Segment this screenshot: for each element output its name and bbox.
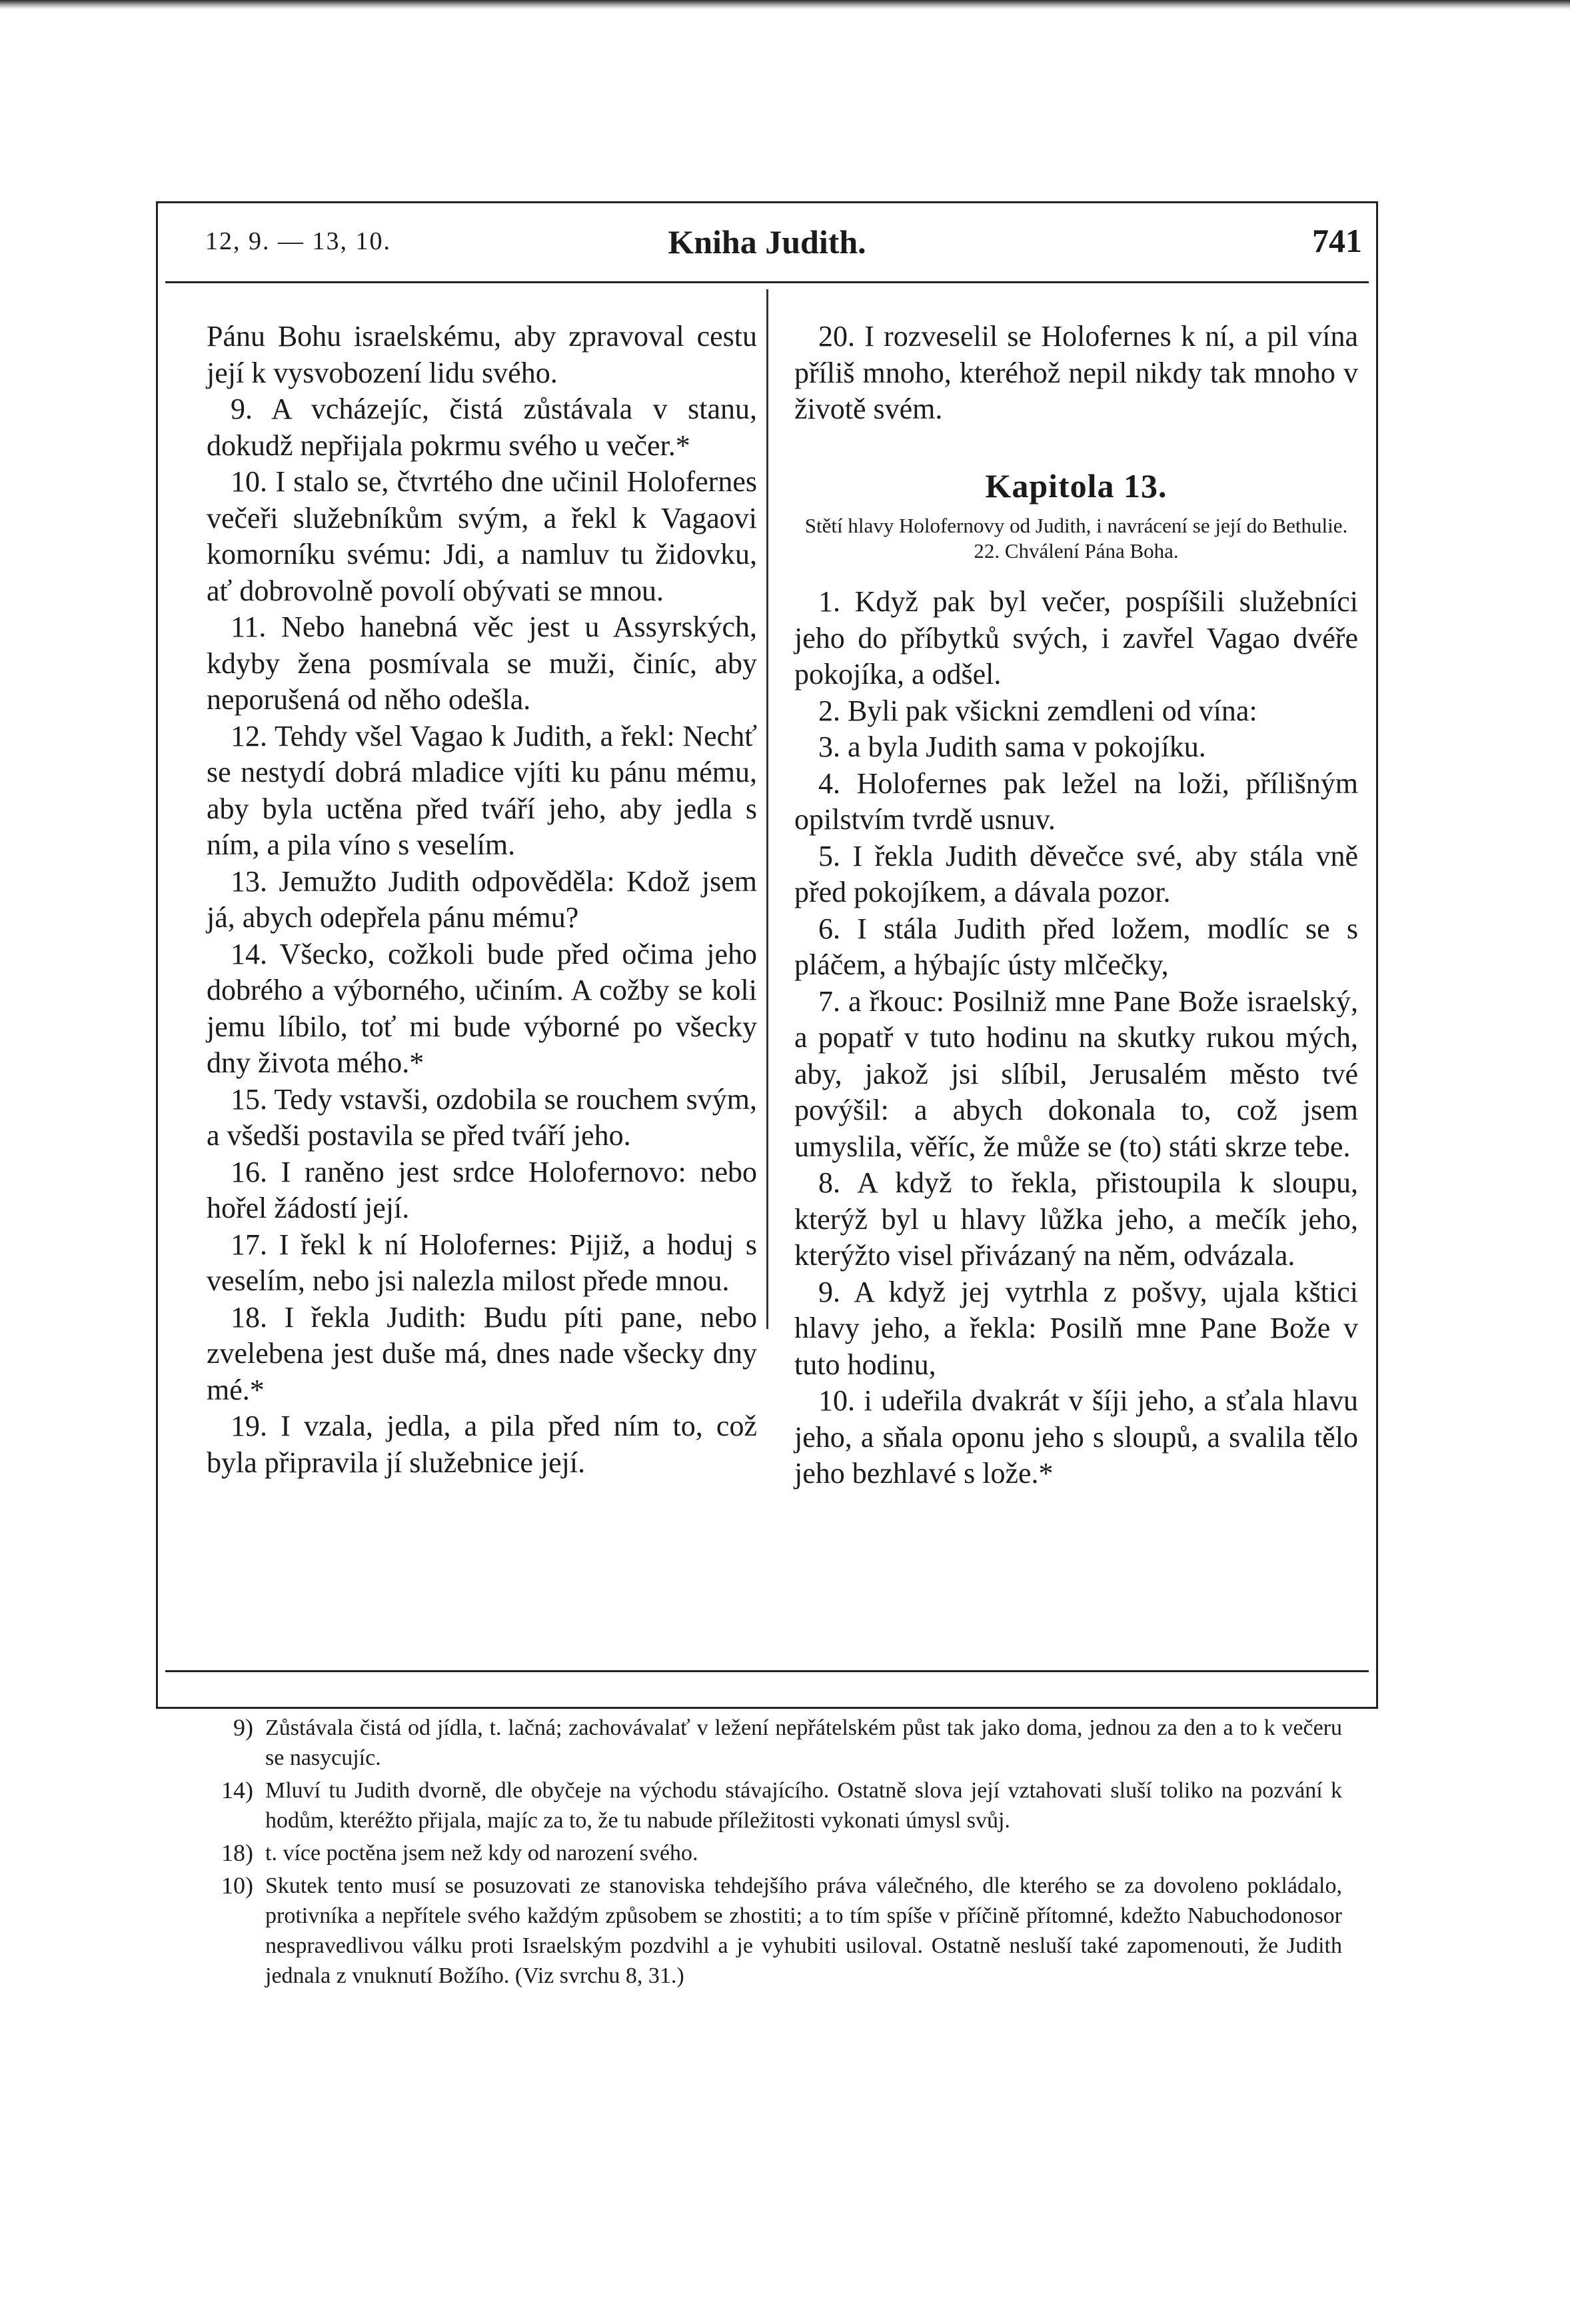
right-column: [794, 319, 1358, 1492]
verse-18: 18. I řekla Judith: Budu píti pane, nebo zvelebena jest duše má, dnes nade všecky dny mé.*: [207, 1300, 757, 1406]
footnotes: [200, 1713, 1342, 1993]
verse-12: 12. Tehdy všel Vagao k Judith, a řekl: Nechť se nestydí dobrá mladice vjíti ku pánu mému, aby byla uctěna před tváří jeho, aby jedla s ním, a pila víno s veselím.: [207, 719, 757, 861]
verse-14: 14. Všecko, cožkoli bude před očima jeho dobrého a výborného, učiním. A cožby se koli jemu líbilo, toť mi bude výborné po všecky dny života mého.*: [207, 937, 757, 1079]
footnote-text: Zůstávala čistá od jídla, t. lačná; zachovávalať v ležení nepřátelském půst tak jako doma, jednou za den a to k večeru se nasycujíc.: [265, 1716, 1342, 1770]
page-number: 741: [1312, 222, 1362, 259]
ch13-verse-3: 3. a byla Judith sama v pokojíku.: [818, 730, 1206, 763]
ch13-verse-6: 6. I stála Judith před ložem, modlíc se s pláčem, a hýbajíc ústy mlčečky,: [794, 912, 1358, 981]
footnote-number: 14): [221, 1777, 253, 1803]
chapter-summary: Stětí hlavy Holofernovy od Judith, i navrácení se její do Bethulie. 22. Chválení Pána Boha.: [804, 514, 1348, 563]
footnote-9: [200, 1713, 1342, 1773]
ch13-verse-2: 2. Byli pak všickni zemdleni od vína:: [818, 694, 1257, 727]
verse-11: 11. Nebo hanebná věc jest u Assyrských, kdyby žena posmívala se muži, činíc, aby neporušená od něho odešla.: [207, 610, 757, 716]
footnote-14: [200, 1775, 1342, 1835]
footnote-number: 18): [221, 1839, 253, 1866]
verse-17: 17. I řekl k ní Holofernes: Pijiž, a hoduj s veselím, nebo jsi nalezla milost přede mnou.: [207, 1228, 757, 1297]
ch13-verse-4: 4. Holofernes pak ležel na loži, přílišným opilstvím tvrdě usnuv.: [794, 766, 1358, 836]
footnote-rule: [165, 1670, 1369, 1672]
scan-top-edge: [0, 0, 1570, 9]
ch13-verse-9: 9. A když jej vytrhla z pošvy, ujala kštici hlavy jeho, a řekla: Posilň mne Pane Bože v tuto hodinu,: [794, 1275, 1358, 1381]
header-rule: [165, 281, 1369, 283]
footnote-text: Skutek tento musí se posuzovati ze stanoviska tehdejšího práva válečného, dle kterého se za dovoleno pokládalo, protivníka a nepřítele svého každým způsobem se zhostiti; a to tím spíše v příčině přítomné, kdežto Nabuchodonosor nespravedlivou válku proti Israelským pozdvihl a je vyhubiti usiloval. Ostatně nesluší také zapomenouti, že Judith jednala z vnuknutí Božího. (Viz svrchu 8, 31.): [265, 1873, 1342, 1988]
footnote-text: Mluví tu Judith dvorně, dle obyčeje na východu stávajícího. Ostatně slova její vztahovati sluší toliko na pozvání k hodům, kteréžto přijala, majíc za to, že tu nabude příležitosti vykonati úmysl svůj.: [265, 1778, 1342, 1833]
column-divider: [766, 289, 768, 1329]
left-column: [207, 319, 757, 1481]
footnote-18: [200, 1838, 1342, 1868]
verse-19: 19. I vzala, jedla, a pila před ním to, což byla připravila jí služebnice její.: [207, 1410, 757, 1479]
verse-15: 15. Tedy vstavši, ozdobila se rouchem svým, a všedši postavila se před tváří jeho.: [207, 1082, 757, 1152]
footnote-number: 9): [233, 1714, 253, 1741]
ch13-verse-1: 1. Když pak byl večer, pospíšili služebníci jeho do příbytků svých, i zavřel Vagao dvéře pokojíka, a odšel.: [794, 585, 1358, 690]
ch13-verse-8: 8. A když to řekla, přistoupila k sloupu, kterýž byl u hlavy lůžka jeho, a mečík jeho, kterýžto visel přivázaný na něm, odvázala.: [794, 1166, 1358, 1272]
book-title: Kniha Judith.: [668, 223, 866, 261]
ch13-verse-5: 5. I řekla Judith děvečce své, aby stála vně před pokojíkem, a dávala pozor.: [794, 839, 1358, 908]
verse-20: 20. I rozveselil se Holofernes k ní, a pil vína příliš mnoho, kteréhož nepil nikdy tak mnoho v životě svém.: [794, 320, 1358, 425]
footnote-10: [200, 1871, 1342, 1991]
verse-16: 16. I raněno jest srdce Holofernovo: nebo hořel žádostí její.: [207, 1155, 757, 1224]
verse-13: 13. Jemužto Judith odpověděla: Kdož jsem já, abych odepřela pánu mému?: [207, 864, 757, 934]
chapter-title: Kapitola 13.: [985, 467, 1168, 505]
verse-continuation: Pánu Bohu israelskému, aby zpravoval cestu její k vysvobození lidu svého.: [207, 320, 757, 389]
ch13-verse-7: 7. a řkouc: Posilniž mne Pane Bože israelský, a popatř v tuto hodinu na skutky rukou mých, aby, jakož jsi slíbil, Jerusalém město tvé povýšil: a abych dokonala to, což jsem umyslila, věříc, že může se (to) státi skrze tebe.: [794, 984, 1358, 1163]
ch13-verse-10: 10. i udeřila dvakrát v šíji jeho, a sťala hlavu jeho, a sňala oponu jeho s sloupů, a svalila tělo jeho bezhlavé s lože.*: [794, 1384, 1358, 1490]
footnote-text: t. více poctěna jsem než kdy od narození svého.: [265, 1841, 698, 1865]
footnote-number: 10): [221, 1872, 253, 1899]
page-header: [165, 222, 1369, 280]
verse-10: 10. I stalo se, čtvrtého dne učinil Holofernes večeři služebníkům svým, a řekl k Vagaovi komorníku svému: Jdi, a namluv tu židovku, ať dobrovolně povolí obývati se mnou.: [207, 465, 757, 607]
verse-range: 12, 9. — 13, 10.: [205, 227, 391, 255]
verse-9: 9. A vcházejíc, čistá zůstávala v stanu, dokudž nepřijala pokrmu svého u večer.*: [207, 393, 757, 462]
